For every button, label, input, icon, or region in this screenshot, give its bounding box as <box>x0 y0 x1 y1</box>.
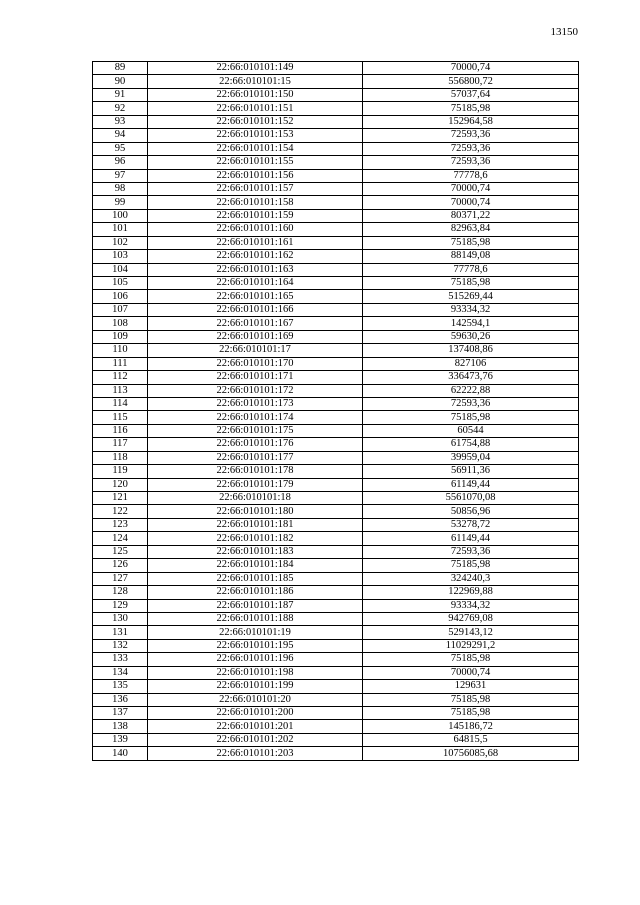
row-number-cell: 99 <box>93 196 148 209</box>
table-row <box>93 626 579 639</box>
cadastral-number-cell: 22:66:010101:188 <box>148 612 363 625</box>
cadastral-value-cell: 70000,74 <box>363 182 579 195</box>
row-number-cell: 107 <box>93 303 148 316</box>
row-number-cell: 90 <box>93 75 148 88</box>
row-number-cell: 118 <box>93 451 148 464</box>
cadastral-value-cell: 75185,98 <box>363 693 579 706</box>
row-number-cell: 94 <box>93 129 148 142</box>
row-number-cell: 96 <box>93 156 148 169</box>
row-number-cell: 103 <box>93 250 148 263</box>
cadastral-number-cell: 22:66:010101:157 <box>148 182 363 195</box>
cadastral-value-cell: 515269,44 <box>363 290 579 303</box>
table-row <box>93 263 579 276</box>
table-row <box>93 169 579 182</box>
table-row <box>93 492 579 505</box>
table-row <box>93 586 579 599</box>
cadastral-value-cell: 80371,22 <box>363 209 579 222</box>
cadastral-number-cell: 22:66:010101:162 <box>148 250 363 263</box>
cadastral-number-cell: 22:66:010101:174 <box>148 411 363 424</box>
cadastral-number-cell: 22:66:010101:178 <box>148 465 363 478</box>
cadastral-number-cell: 22:66:010101:151 <box>148 102 363 115</box>
cadastral-value-cell: 61754,88 <box>363 438 579 451</box>
table-row <box>93 599 579 612</box>
row-number-cell: 93 <box>93 115 148 128</box>
cadastral-value-cell: 39959,04 <box>363 451 579 464</box>
row-number-cell: 119 <box>93 465 148 478</box>
cadastral-value-cell: 336473,76 <box>363 371 579 384</box>
cadastral-number-cell: 22:66:010101:184 <box>148 559 363 572</box>
cadastral-number-cell: 22:66:010101:20 <box>148 693 363 706</box>
row-number-cell: 92 <box>93 102 148 115</box>
cadastral-number-cell: 22:66:010101:199 <box>148 680 363 693</box>
table-row <box>93 397 579 410</box>
table-row <box>93 733 579 746</box>
cadastral-number-cell: 22:66:010101:177 <box>148 451 363 464</box>
table-row <box>93 142 579 155</box>
cadastral-number-cell: 22:66:010101:156 <box>148 169 363 182</box>
table-row <box>93 693 579 706</box>
row-number-cell: 111 <box>93 357 148 370</box>
cadastral-number-cell: 22:66:010101:170 <box>148 357 363 370</box>
table-row <box>93 62 579 75</box>
cadastral-number-cell: 22:66:010101:179 <box>148 478 363 491</box>
table-row <box>93 290 579 303</box>
row-number-cell: 117 <box>93 438 148 451</box>
cadastral-value-cell: 5561070,08 <box>363 492 579 505</box>
row-number-cell: 130 <box>93 612 148 625</box>
table-row <box>93 465 579 478</box>
row-number-cell: 109 <box>93 330 148 343</box>
cadastral-number-cell: 22:66:010101:200 <box>148 707 363 720</box>
cadastral-number-cell: 22:66:010101:167 <box>148 317 363 330</box>
table-row <box>93 612 579 625</box>
row-number-cell: 121 <box>93 492 148 505</box>
cadastral-number-cell: 22:66:010101:153 <box>148 129 363 142</box>
row-number-cell: 135 <box>93 680 148 693</box>
cadastral-number-cell: 22:66:010101:159 <box>148 209 363 222</box>
table-row <box>93 250 579 263</box>
row-number-cell: 138 <box>93 720 148 733</box>
table-row <box>93 236 579 249</box>
table-row <box>93 451 579 464</box>
cadastral-number-cell: 22:66:010101:160 <box>148 223 363 236</box>
cadastral-value-cell: 60544 <box>363 424 579 437</box>
row-number-cell: 110 <box>93 344 148 357</box>
cadastral-value-cell: 75185,98 <box>363 707 579 720</box>
cadastral-number-cell: 22:66:010101:203 <box>148 747 363 760</box>
cadastral-value-cell: 556800,72 <box>363 75 579 88</box>
cadastral-value-cell: 61149,44 <box>363 478 579 491</box>
table-row <box>93 88 579 101</box>
row-number-cell: 126 <box>93 559 148 572</box>
table-row <box>93 344 579 357</box>
cadastral-number-cell: 22:66:010101:154 <box>148 142 363 155</box>
cadastral-number-cell: 22:66:010101:187 <box>148 599 363 612</box>
table-row <box>93 102 579 115</box>
cadastral-value-cell: 75185,98 <box>363 102 579 115</box>
cadastral-value-cell: 72593,36 <box>363 142 579 155</box>
cadastral-number-cell: 22:66:010101:202 <box>148 733 363 746</box>
table-row <box>93 505 579 518</box>
cadastral-number-cell: 22:66:010101:195 <box>148 639 363 652</box>
cadastral-number-cell: 22:66:010101:198 <box>148 666 363 679</box>
row-number-cell: 98 <box>93 182 148 195</box>
cadastral-value-cell: 827106 <box>363 357 579 370</box>
cadastral-value-cell: 72593,36 <box>363 129 579 142</box>
row-number-cell: 104 <box>93 263 148 276</box>
row-number-cell: 108 <box>93 317 148 330</box>
row-number-cell: 91 <box>93 88 148 101</box>
cadastral-number-cell: 22:66:010101:183 <box>148 545 363 558</box>
cadastral-value-cell: 77778,6 <box>363 263 579 276</box>
cadastral-value-cell: 142594,1 <box>363 317 579 330</box>
cadastral-number-cell: 22:66:010101:171 <box>148 371 363 384</box>
row-number-cell: 122 <box>93 505 148 518</box>
cadastral-value-cell: 70000,74 <box>363 62 579 75</box>
cadastral-value-cell: 93334,32 <box>363 303 579 316</box>
row-number-cell: 116 <box>93 424 148 437</box>
row-number-cell: 136 <box>93 693 148 706</box>
table-row <box>93 720 579 733</box>
cadastral-value-cell: 529143,12 <box>363 626 579 639</box>
cadastral-number-cell: 22:66:010101:176 <box>148 438 363 451</box>
table-row <box>93 438 579 451</box>
cadastral-value-cell: 61149,44 <box>363 532 579 545</box>
cadastral-number-cell: 22:66:010101:173 <box>148 397 363 410</box>
row-number-cell: 112 <box>93 371 148 384</box>
cadastral-value-cell: 137408,86 <box>363 344 579 357</box>
row-number-cell: 131 <box>93 626 148 639</box>
cadastral-number-cell: 22:66:010101:15 <box>148 75 363 88</box>
cadastral-value-cell: 64815,5 <box>363 733 579 746</box>
cadastral-number-cell: 22:66:010101:166 <box>148 303 363 316</box>
cadastral-value-cell: 75185,98 <box>363 277 579 290</box>
cadastral-value-cell: 53278,72 <box>363 518 579 531</box>
row-number-cell: 115 <box>93 411 148 424</box>
row-number-cell: 95 <box>93 142 148 155</box>
cadastral-number-cell: 22:66:010101:172 <box>148 384 363 397</box>
cadastral-number-cell: 22:66:010101:185 <box>148 572 363 585</box>
row-number-cell: 124 <box>93 532 148 545</box>
cadastral-value-cell: 50856,96 <box>363 505 579 518</box>
cadastral-value-cell: 122969,88 <box>363 586 579 599</box>
cadastral-number-cell: 22:66:010101:150 <box>148 88 363 101</box>
table-row <box>93 182 579 195</box>
cadastral-value-cell: 88149,08 <box>363 250 579 263</box>
cadastral-value-cell: 59630,26 <box>363 330 579 343</box>
cadastral-value-cell: 75185,98 <box>363 559 579 572</box>
row-number-cell: 102 <box>93 236 148 249</box>
cadastral-number-cell: 22:66:010101:163 <box>148 263 363 276</box>
cadastral-number-cell: 22:66:010101:175 <box>148 424 363 437</box>
cadastral-number-cell: 22:66:010101:180 <box>148 505 363 518</box>
row-number-cell: 137 <box>93 707 148 720</box>
cadastral-value-cell: 11029291,2 <box>363 639 579 652</box>
table-row <box>93 478 579 491</box>
row-number-cell: 113 <box>93 384 148 397</box>
table-row <box>93 371 579 384</box>
table-row <box>93 384 579 397</box>
cadastral-number-cell: 22:66:010101:161 <box>148 236 363 249</box>
cadastral-value-table <box>92 61 579 761</box>
cadastral-number-cell: 22:66:010101:164 <box>148 277 363 290</box>
row-number-cell: 106 <box>93 290 148 303</box>
table-row <box>93 115 579 128</box>
cadastral-value-cell: 62222,88 <box>363 384 579 397</box>
table-row <box>93 209 579 222</box>
row-number-cell: 129 <box>93 599 148 612</box>
table-row <box>93 545 579 558</box>
table-row <box>93 156 579 169</box>
cadastral-number-cell: 22:66:010101:155 <box>148 156 363 169</box>
row-number-cell: 132 <box>93 639 148 652</box>
page-number: 13150 <box>550 26 578 38</box>
cadastral-value-cell: 72593,36 <box>363 156 579 169</box>
cadastral-number-cell: 22:66:010101:17 <box>148 344 363 357</box>
row-number-cell: 123 <box>93 518 148 531</box>
cadastral-number-cell: 22:66:010101:181 <box>148 518 363 531</box>
row-number-cell: 105 <box>93 277 148 290</box>
row-number-cell: 128 <box>93 586 148 599</box>
cadastral-number-cell: 22:66:010101:149 <box>148 62 363 75</box>
row-number-cell: 89 <box>93 62 148 75</box>
row-number-cell: 97 <box>93 169 148 182</box>
table-row <box>93 532 579 545</box>
table-row <box>93 559 579 572</box>
cadastral-value-cell: 152964,58 <box>363 115 579 128</box>
row-number-cell: 100 <box>93 209 148 222</box>
cadastral-value-cell: 77778,6 <box>363 169 579 182</box>
table-row <box>93 223 579 236</box>
table-row <box>93 572 579 585</box>
row-number-cell: 101 <box>93 223 148 236</box>
row-number-cell: 133 <box>93 653 148 666</box>
cadastral-number-cell: 22:66:010101:201 <box>148 720 363 733</box>
cadastral-value-cell: 57037,64 <box>363 88 579 101</box>
cadastral-value-cell: 70000,74 <box>363 196 579 209</box>
cadastral-value-cell: 72593,36 <box>363 397 579 410</box>
cadastral-value-cell: 75185,98 <box>363 236 579 249</box>
table-row <box>93 277 579 290</box>
cadastral-value-cell: 10756085,68 <box>363 747 579 760</box>
table-row <box>93 330 579 343</box>
cadastral-value-cell: 82963,84 <box>363 223 579 236</box>
table-row <box>93 653 579 666</box>
cadastral-number-cell: 22:66:010101:182 <box>148 532 363 545</box>
cadastral-number-cell: 22:66:010101:196 <box>148 653 363 666</box>
table-row <box>93 639 579 652</box>
table-row <box>93 747 579 760</box>
cadastral-number-cell: 22:66:010101:18 <box>148 492 363 505</box>
row-number-cell: 120 <box>93 478 148 491</box>
cadastral-value-cell: 75185,98 <box>363 411 579 424</box>
cadastral-value-cell: 942769,08 <box>363 612 579 625</box>
row-number-cell: 134 <box>93 666 148 679</box>
cadastral-value-cell: 129631 <box>363 680 579 693</box>
row-number-cell: 139 <box>93 733 148 746</box>
table-row <box>93 196 579 209</box>
table-row <box>93 129 579 142</box>
table-row <box>93 666 579 679</box>
table-row <box>93 411 579 424</box>
cadastral-number-cell: 22:66:010101:165 <box>148 290 363 303</box>
table-row <box>93 680 579 693</box>
table-body <box>93 62 579 761</box>
table-row <box>93 75 579 88</box>
cadastral-value-cell: 72593,36 <box>363 545 579 558</box>
cadastral-value-cell: 145186,72 <box>363 720 579 733</box>
cadastral-value-cell: 324240,3 <box>363 572 579 585</box>
cadastral-number-cell: 22:66:010101:186 <box>148 586 363 599</box>
row-number-cell: 140 <box>93 747 148 760</box>
cadastral-value-cell: 93334,32 <box>363 599 579 612</box>
row-number-cell: 114 <box>93 397 148 410</box>
cadastral-value-cell: 70000,74 <box>363 666 579 679</box>
table-row <box>93 357 579 370</box>
cadastral-value-cell: 75185,98 <box>363 653 579 666</box>
table-row <box>93 303 579 316</box>
cadastral-number-cell: 22:66:010101:158 <box>148 196 363 209</box>
cadastral-number-cell: 22:66:010101:19 <box>148 626 363 639</box>
table-row <box>93 317 579 330</box>
table-row <box>93 518 579 531</box>
row-number-cell: 127 <box>93 572 148 585</box>
cadastral-value-cell: 56911,36 <box>363 465 579 478</box>
cadastral-number-cell: 22:66:010101:152 <box>148 115 363 128</box>
table-row <box>93 707 579 720</box>
row-number-cell: 125 <box>93 545 148 558</box>
table-row <box>93 424 579 437</box>
cadastral-number-cell: 22:66:010101:169 <box>148 330 363 343</box>
